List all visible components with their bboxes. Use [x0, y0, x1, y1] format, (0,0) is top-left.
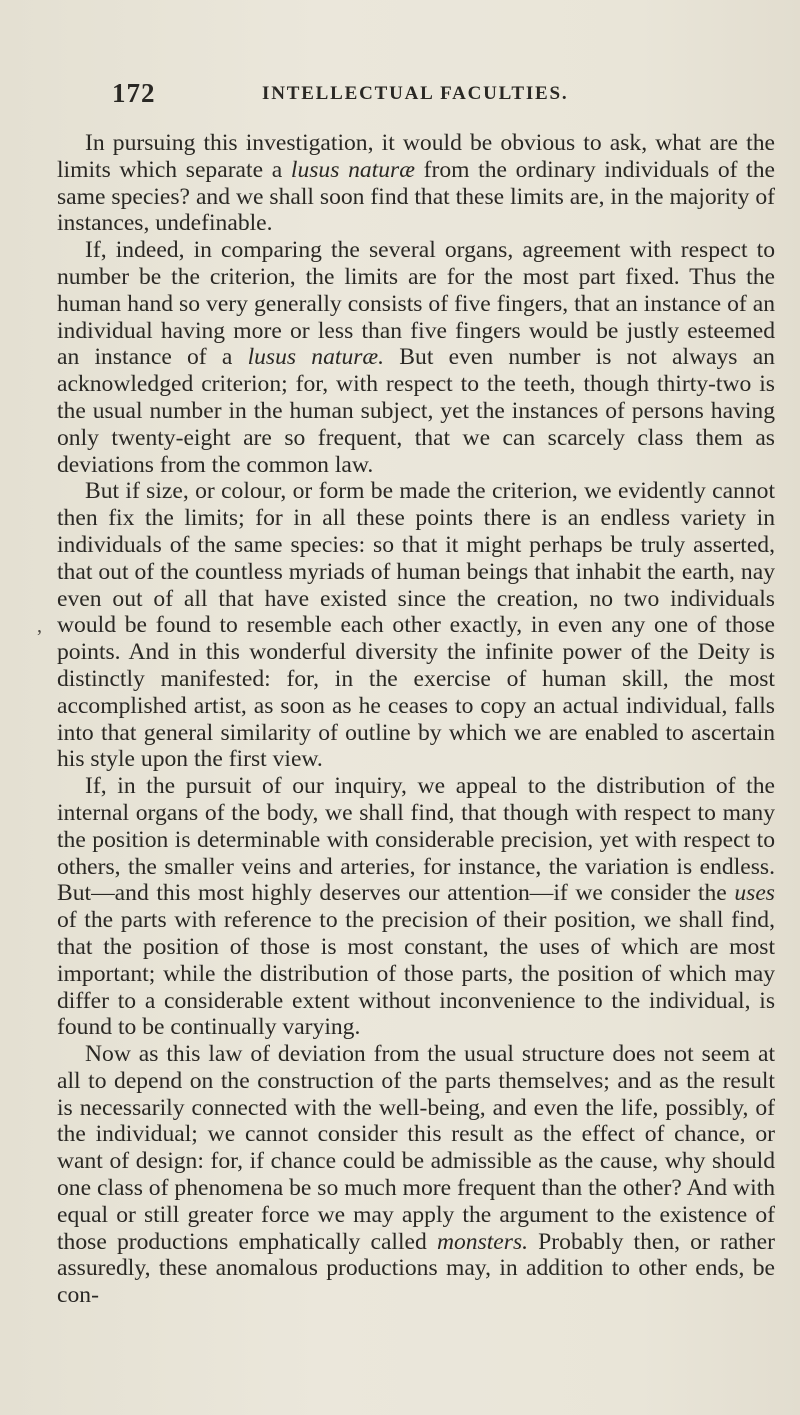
paragraph-3: But if size, or colour, or form be made the criterion, we evidently cannot then fix the limits; for in all these points there is an endless variety in individuals of the same species: so that it might perhaps be truly asserted, that out of the countless myriads of human beings that inhabit the earth, nay even out of all that have existed since the creation, no two individuals would be found to resemble each other exactly, in even any one of those points. And in this wonderful diversity the infinite power of the Deity is distinctly manifested: for, in the exercise of human skill, the most accomplished artist, as soon as he ceases to copy an actual individual, falls into that general similarity of outline by which we are enabled to ascertain his style upon the first view.	[57, 478, 775, 773]
paragraph-4: If, in the pursuit of our inquiry, we appeal to the distribution of the internal organs of the body, we shall find, that though with respect to many the position is determinable with considerable precision, yet with respect to others, the smaller veins and arteries, for instance, the variation is endless. But—and this most highly deserves our attention—if we consider the uses of the parts with reference to the precision of their position, we shall find, that the position of those is most constant, the uses of which are most important; while the distribution of those parts, the position of which may differ to a considerable extent without inconvenience to the individual, is found to be continually varying.	[57, 773, 775, 1041]
paragraph-5: Now as this law of deviation from the usual structure does not seem at all to depend on the construction of the parts themselves; and as the result is necessarily connected with the well-being, and even the life, possibly, of the individual; we cannot consider this result as the effect of chance, or want of design: for, if chance could be admissible as the cause, why should one class of phenomena be so much more frequent than the other? And with equal or still greater force we may apply the argument to the existence of those productions emphatically called monsters. Probably then, or rather assuredly, these anomalous productions may, in addition to other ends, be con-	[57, 1041, 775, 1309]
italic-term: monsters.	[436, 1228, 529, 1255]
body-text	[57, 130, 775, 1309]
page-header	[112, 78, 752, 110]
paragraph-1: In pursuing this investigation, it would be obvious to ask, what are the limits which separate a lusus naturæ from the ordinary individuals of the same species? and we shall soon find that these limits are, in the majority of instances, undefinable.	[57, 130, 775, 237]
italic-term: uses	[734, 880, 775, 907]
italic-term: lusus naturæ.	[247, 344, 385, 371]
italic-term: lusus naturæ	[290, 156, 415, 183]
running-head: INTELLECTUAL FACULTIES.	[262, 83, 569, 104]
page-number: 172	[112, 78, 156, 108]
margin-mark: ,	[37, 615, 42, 637]
paragraph-2: If, indeed, in comparing the several organs, agreement with respect to number be the criterion, the limits are for the most part fixed. Thus the human hand so very generally consists of five fingers, that an instance of an individual having more or less than five fingers would be justly esteemed an instance of a lusus naturæ. But even number is not always an acknowledged criterion; for, with respect to the teeth, though thirty-two is the usual number in the human subject, yet the instances of persons having only twenty-eight are so frequent, that we can scarcely class them as deviations from the common law.	[57, 237, 775, 478]
